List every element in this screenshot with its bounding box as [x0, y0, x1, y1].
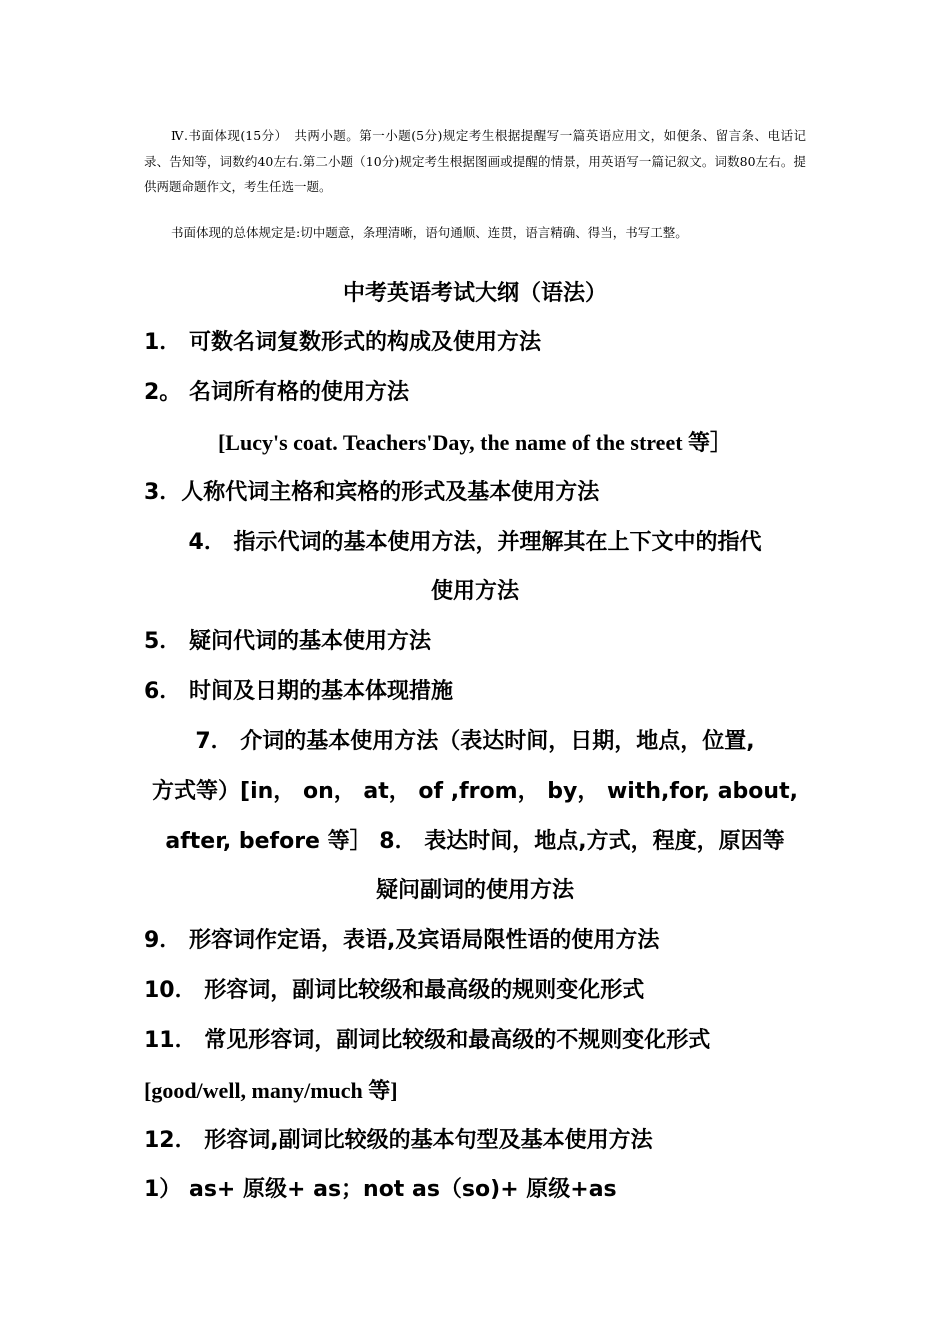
list-item: 使用方法 [430, 579, 519, 604]
list-item: 1． 可数名词复数形式的构成及使用方法 [144, 330, 541, 355]
list-item: 方式等）[in， on， at， of ,from， by， with,for, about, [152, 779, 798, 804]
list-item: 10． 形容词，副词比较级和最高级的规则变化形式 [144, 978, 645, 1003]
list-item: after, before 等］ 8． 表达时间，地点,方式，程度，原因等 [165, 829, 785, 854]
list-item: [Lucy's coat. Teachers'Day, the name of the street 等］ [217, 430, 733, 455]
list-item: 7． 介词的基本使用方法（表达时间，日期，地点，位置, [195, 729, 755, 754]
intro-paragraph-1: Ⅳ.书面体现(15分） 共两小题。第一小题(5分)规定考生根据提醒写一篇英语应用文，如便条、留言条、电话记录、告知等，词数约40左右.第二小题（10分)规定考生根据图画或提醒的情景，用英语写一篇记叙文。词数80左右。提供两题命题作文，考生任选一题。 [144, 128, 806, 194]
intro-paragraph-2: 书面体现的总体规定是:切中题意，条理清晰，语句通顺、连贯，语言精确、得当，书写工整。 [171, 225, 688, 240]
list-item: [good/well, many/much 等] [144, 1078, 398, 1103]
list-item: 11． 常见形容词，副词比较级和最高级的不规则变化形式 [144, 1028, 711, 1053]
list-item: 9． 形容词作定语，表语,及宾语局限性语的使用方法 [144, 928, 660, 953]
list-item: 6． 时间及日期的基本体现措施 [144, 679, 453, 704]
list-item: 5． 疑问代词的基本使用方法 [144, 629, 431, 654]
page-title: 中考英语考试大纲（语法） [342, 281, 607, 306]
list-item: 4． 指示代词的基本使用方法，并理解其在上下文中的指代 [188, 530, 762, 555]
list-item: 12． 形容词,副词比较级的基本句型及基本使用方法 [144, 1128, 653, 1153]
list-item: 2。 名词所有格的使用方法 [144, 380, 409, 405]
list-item: 3．人称代词主格和宾格的形式及基本使用方法 [144, 480, 600, 505]
list-item: 疑问副词的使用方法 [375, 878, 574, 903]
list-item: 1） as+ 原级+ as；not as（so)+ 原级+as [144, 1177, 617, 1202]
